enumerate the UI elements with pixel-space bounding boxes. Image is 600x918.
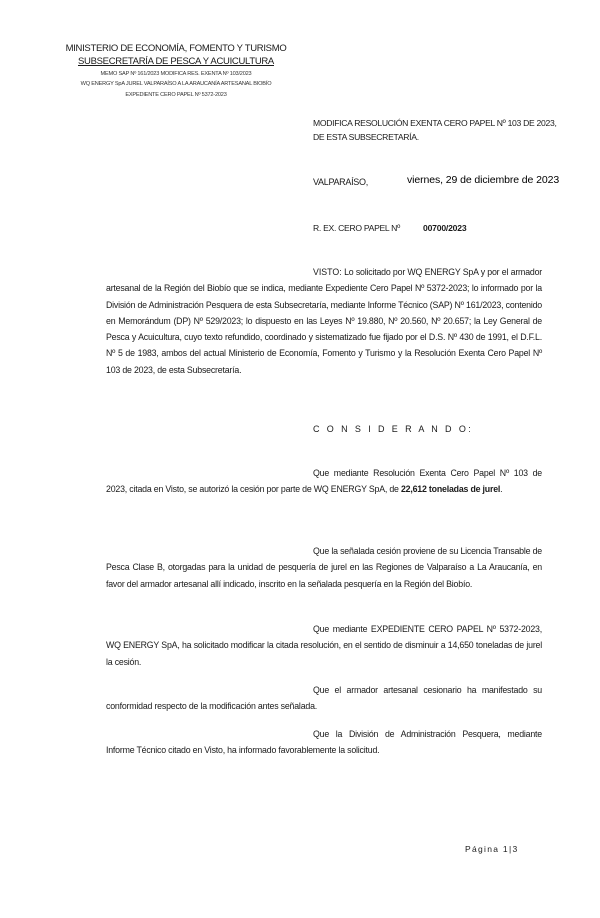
considerando-paragraph-2: Que la señalada cesión proviene de su Licencia Transable de Pesca Clase B, otorgadas para la unidad de pesquería de jurel en las Regiones de Valparaíso a La Araucanía, en favor del armador artesanal allí indicado, inscrito en la señalada pesquería en la Región del Biobío.: [106, 546, 542, 589]
memo-line: MEMO SAP Nº 161/2023 MODIFICA RES. EXENTA Nº 103/2023: [100, 71, 252, 77]
considerando-1-text-c: .: [500, 484, 503, 495]
considerando-1-bold: 22,612 toneladas de jurel: [400, 484, 501, 495]
considerando-paragraph-5: Que la División de Administración Pesquera, mediante Informe Técnico citado en Visto, ha informado favorablemente la solicitud.: [106, 729, 542, 756]
ministry-heading: MINISTERIO DE ECONOMÍA, FOMENTO Y TURISMO: [65, 43, 287, 54]
visto-paragraph: [106, 264, 542, 378]
expediente-line: EXPEDIENTE CERO PAPEL Nº 5372-2023: [125, 92, 227, 98]
considerando-paragraph-4: Que el armador artesanal cesionario ha manifestado su conformidad respecto de la modificación antes señalada.: [106, 685, 542, 712]
resolution-date: viernes, 29 de diciembre de 2023: [407, 174, 560, 186]
page-number: Página 1|3: [465, 844, 519, 854]
considerando-paragraph-3: Que mediante EXPEDIENTE CERO PAPEL Nº 5372-2023, WQ ENERGY SpA, ha solicitado modificar la citada resolución, en el sentido de disminuir a 14,650 toneladas de jurel la cesión.: [106, 624, 542, 667]
reference-subject: MODIFICA RESOLUCIÓN EXENTA CERO PAPEL Nº 103 DE 2023, DE ESTA SUBSECRETARÍA.: [313, 118, 557, 142]
visto-lead: VISTO:: [313, 267, 342, 277]
considerando-heading: C O N S I D E R A N D O:: [313, 424, 474, 434]
visto-text: Lo solicitado por WQ ENERGY SpA y por el armador artesanal de la Región del Biobío que se indica, mediante Expediente Cero Papel Nº 5372-2023; lo informado por la División de Administración Pesquera de esta Subsecretaría, mediante Informe Técnico (SAP) Nº 161/2023, contenido en Memorándum (DP) Nº 529/2023; lo dispuesto en las Leyes Nº 19.880, Nº 20.560, Nº 20.657; la Ley General de Pesca y Acuicultura, cuyo texto refundido, coordinado y sistematizado fue fijado por el D.S. Nº 430 de 1991, el D.F.L. Nº 5 de 1983, ambos del actual Ministerio de Economía, Fomento y Turismo y la Resolución Exenta Cero Papel Nº 103 de 2023, de esta Subsecretaría.: [106, 267, 542, 375]
considerando-1-text-a: Que mediante Resolución Exenta Cero Papel Nº 103 de 2023, citada en Visto, se autorizó la cesión por parte de WQ ENERGY SpA, de: [106, 468, 542, 495]
subsecretaria-heading: SUBSECRETARÍA DE PESCA Y ACUICULTURA: [78, 56, 274, 67]
applicant-line: WQ ENERGY SpA JUREL VALPARAÍSO A LA ARAUCANÍA ARTESANAL BIOBÍO: [80, 81, 272, 87]
considerando-paragraph-1: [106, 465, 542, 498]
resolution-number: 00700/2023: [423, 223, 467, 233]
resolution-label: R. EX. CERO PAPEL Nº: [313, 223, 400, 233]
city-label: VALPARAÍSO,: [313, 177, 368, 187]
